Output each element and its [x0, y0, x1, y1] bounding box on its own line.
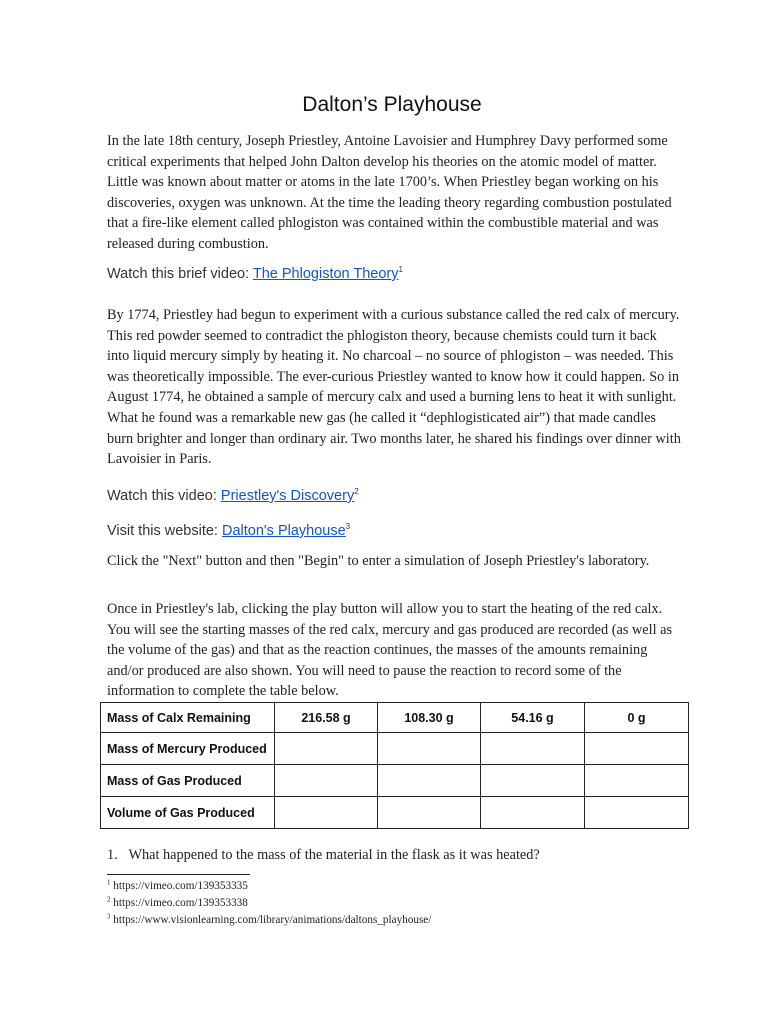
footnote-3 [107, 912, 431, 929]
table-cell[interactable] [585, 765, 689, 797]
row-header: Mass of Calx Remaining [101, 703, 275, 733]
table-cell[interactable] [275, 797, 378, 829]
table-cell[interactable] [275, 733, 378, 765]
footnote-2 [107, 895, 431, 912]
table-row [101, 765, 689, 797]
visit-website-prefix: Visit this website: [107, 523, 222, 539]
footnote-divider [107, 874, 250, 875]
footnote-ref: 2 [354, 487, 359, 497]
data-table [100, 702, 689, 829]
click-next-paragraph: Click the "Next" button and then "Begin" to enter a simulation of Joseph Priestley's laboratory. [107, 553, 650, 569]
table-cell[interactable] [378, 733, 481, 765]
watch-discovery-prefix: Watch this video: [107, 488, 221, 504]
row-header: Mass of Mercury Produced [101, 733, 275, 765]
footnote-ref: 3 [345, 522, 351, 532]
priestley-paragraph: By 1774, Priestley had begun to experiment with a curious substance called the red calx of mercury. This red powder seemed to contradict the phlogiston theory, because chemists could turn it back into liquid mercury simply by heating it. No charcoal – no source of phlogiston – was needed. This was theoretically impossible. The ever-curious Priestley wanted to know how it could happen. So in August 1774, he obtained a sample of mercury calx and used a burning lens to heat it with sunlight. What he found was a remarkable new gas (he called it “dephlogisticated air”) that made candles burn brighter and longer than ordinary air. Two months later, he shared his findings over dinner with Lavoisier in Paris. [107, 307, 681, 468]
table-row [101, 797, 689, 829]
watch-discovery-line [107, 488, 682, 504]
table-cell[interactable] [585, 733, 689, 765]
row-header: Volume of Gas Produced [101, 797, 275, 829]
daltons-playhouse-link[interactable]: Dalton's Playhouse [221, 523, 346, 539]
table-cell: 54.16 g [481, 703, 585, 733]
phlogiston-theory-link[interactable]: The Phlogiston Theory [252, 266, 399, 282]
table-cell[interactable] [481, 765, 585, 797]
table-cell[interactable] [481, 733, 585, 765]
table-row [101, 733, 689, 765]
footnote-number: 1 [107, 878, 111, 887]
table-row [101, 703, 689, 733]
priestleys-discovery-link[interactable]: Priestley's Discovery [220, 488, 355, 504]
question-1 [107, 847, 540, 864]
table-cell[interactable] [275, 765, 378, 797]
row-header: Mass of Gas Produced [101, 765, 275, 797]
footnotes [107, 878, 431, 929]
lab-paragraph: Once in Priestley's lab, clicking the play button will allow you to start the heating of the red calx. You will see the starting masses of the red calx, mercury and gas produced are recorded (as well as the volume of the gas) and that as the reaction continues, the masses of the amounts remaining and/or produced are also shown. You will need to pause the reaction to record some of the information to complete the table below. [107, 601, 673, 700]
table-cell: 216.58 g [275, 703, 378, 733]
question-text: What happened to the mass of the material in the flask as it was heated? [128, 847, 540, 863]
visit-website-line [107, 523, 682, 539]
watch-phlogiston-prefix: Watch this brief video: [107, 266, 253, 282]
footnote-1 [107, 878, 431, 895]
table-cell: 108.30 g [378, 703, 481, 733]
table-cell[interactable] [378, 765, 481, 797]
footnote-url: https://vimeo.com/139353338 [113, 897, 248, 909]
footnote-url: https://www.visionlearning.com/library/animations/daltons_playhouse/ [113, 914, 432, 926]
table-cell: 0 g [585, 703, 689, 733]
intro-paragraph: In the late 18th century, Joseph Priestley, Antoine Lavoisier and Humphrey Davy performed some critical experiments that helped John Dalton develop his theories on the atomic model of matter. Little was known about matter or atoms in the late 1700’s. When Priestley began working on his discoveries, oxygen was unknown. At the time the leading theory regarding combustion postulated that a fire-like element called phlogiston was contained within the combustible material and was released during combustion. [107, 133, 672, 252]
table-cell[interactable] [378, 797, 481, 829]
watch-phlogiston-line [107, 266, 682, 282]
page-title: Dalton’s Playhouse [302, 93, 482, 116]
footnote-number: 3 [107, 912, 111, 921]
table-cell[interactable] [481, 797, 585, 829]
footnote-number: 2 [107, 895, 111, 904]
footnote-ref: 1 [398, 265, 403, 275]
footnote-url: https://vimeo.com/139353335 [113, 880, 248, 892]
question-number: 1. [107, 847, 118, 863]
table-cell[interactable] [585, 797, 689, 829]
